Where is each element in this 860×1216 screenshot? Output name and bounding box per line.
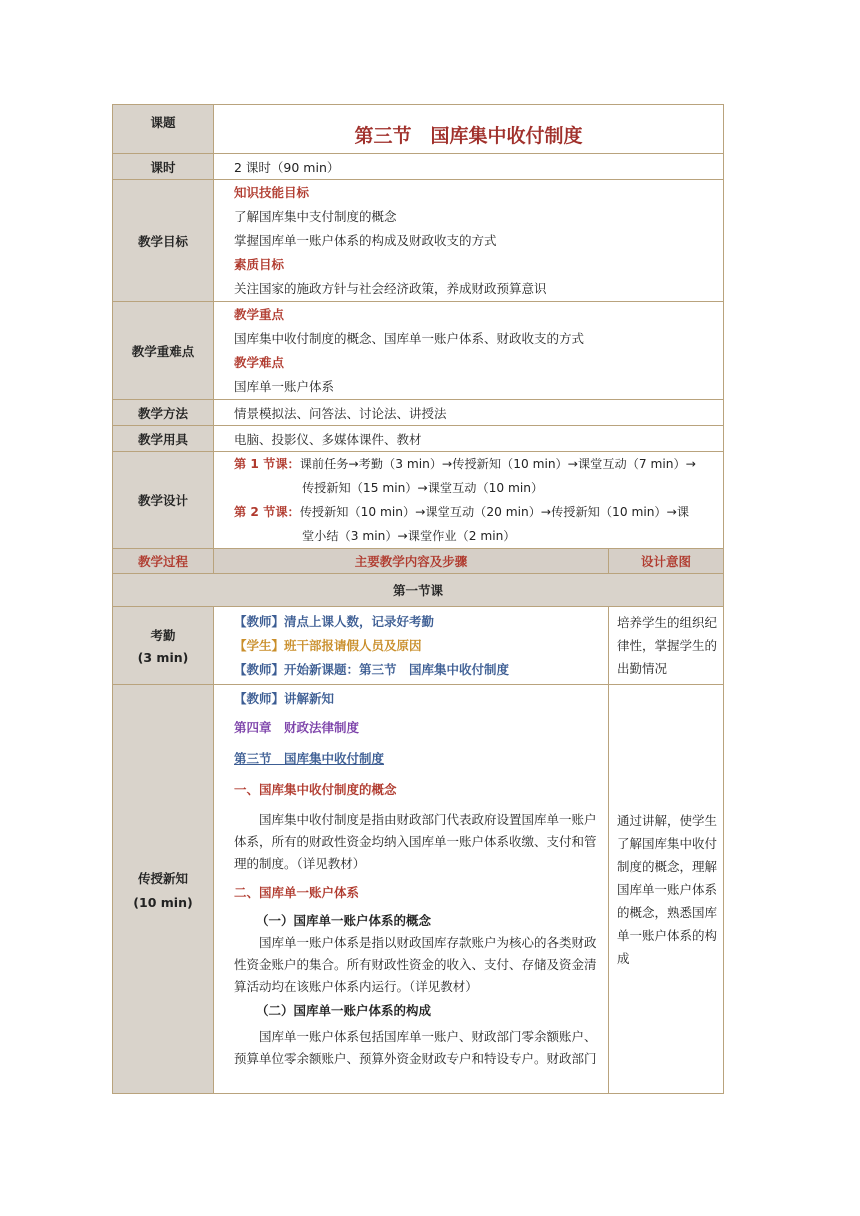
hours-label: 课时 xyxy=(113,154,214,180)
method-value: 情景模拟法、问答法、讨论法、讲授法 xyxy=(214,400,724,426)
design-session2-label: 第 2 节课： xyxy=(234,505,300,519)
process-col-header: 教学过程 xyxy=(113,549,214,574)
design-session1-text-cont: 传授新知（15 min）→课堂互动（10 min） xyxy=(302,481,544,495)
goals-item: 了解国库集中支付制度的概念 xyxy=(234,208,397,224)
student-step: 【学生】班干部报请假人员及原因 xyxy=(234,637,422,653)
lesson-title: 第三节 国库集中收付制度 xyxy=(214,105,724,154)
goals-item: 关注国家的施政方针与社会经济政策，养成财政预算意识 xyxy=(234,280,547,296)
tools-value: 电脑、投影仪、多媒体课件、教材 xyxy=(214,426,724,452)
hours-value: 2 课时（90 min） xyxy=(214,154,724,180)
attendance-intent: 培养学生的组织纪律性，掌握学生的出勤情况 xyxy=(609,607,724,685)
teach-label-text: 传授新知 xyxy=(137,870,188,886)
design-cell xyxy=(214,452,724,549)
heading-concept: 一、国库集中收付制度的概念 xyxy=(234,782,397,797)
goals-label: 教学目标 xyxy=(113,180,214,302)
goals-cell xyxy=(214,180,724,302)
key-heading-focus: 教学重点 xyxy=(234,306,285,322)
design-session1-text: 课前任务→考勤（3 min）→传授新知（10 min）→课堂互动（7 min）→ xyxy=(299,457,696,471)
subheading-concept: （一）国库单一账户体系的概念 xyxy=(256,913,432,928)
goals-heading-quality: 素质目标 xyxy=(234,256,285,272)
teach-content xyxy=(214,685,609,1094)
method-label: 教学方法 xyxy=(113,400,214,426)
paragraph-account-concept: 国库单一账户体系是指以财政国库存款账户为核心的各类财政性资金账户的集合。所有财政性资金的收入、支付、存储及资金清算活动均在该账户体系内运行。（详见教材） xyxy=(234,935,597,994)
section-heading: 第三节 国库集中收付制度 xyxy=(234,751,385,766)
content-col-header: 主要教学内容及步骤 xyxy=(214,549,609,574)
goals-item: 掌握国库单一账户体系的构成及财政收支的方式 xyxy=(234,232,497,248)
design-session1-label: 第 1 节课： xyxy=(234,457,300,471)
design-session2-text: 传授新知（10 min）→课堂互动（20 min）→传授新知（10 min）→课 xyxy=(299,505,690,519)
design-session2-text-cont: 堂小结（3 min）→课堂作业（2 min） xyxy=(302,529,516,543)
section-first-class: 第一节课 xyxy=(113,574,724,607)
key-item: 国库集中收付制度的概念、国库单一账户体系、财政收支的方式 xyxy=(234,330,585,346)
attendance-time: (3 min) xyxy=(137,650,189,665)
teacher-step: 【教师】清点上课人数，记录好考勤 xyxy=(234,613,435,629)
paragraph-concept: 国库集中收付制度是指由财政部门代表政府设置国库单一账户体系，所有的财政性资金均纳入国库单一账户体系收缴、支付和管理的制度。（详见教材） xyxy=(234,812,597,871)
teacher-step: 【教师】开始新课题：第三节 国库集中收付制度 xyxy=(234,661,510,677)
design-label: 教学设计 xyxy=(113,452,214,549)
intent-col-header: 设计意图 xyxy=(609,549,724,574)
tools-label: 教学用具 xyxy=(113,426,214,452)
lesson-plan-table xyxy=(112,104,724,1094)
topic-label: 课题 xyxy=(113,105,214,154)
goals-heading-knowledge: 知识技能目标 xyxy=(234,184,310,200)
key-label: 教学重难点 xyxy=(113,302,214,400)
key-item: 国库单一账户体系 xyxy=(234,378,335,394)
attendance-label xyxy=(113,607,214,685)
teach-time: (10 min) xyxy=(133,894,193,910)
subheading-composition: （二）国库单一账户体系的构成 xyxy=(256,1003,432,1018)
teacher-step: 【教师】讲解新知 xyxy=(234,691,335,706)
teach-intent: 通过讲解，使学生了解国库集中收付制度的概念，理解国库单一账户体系的概念，熟悉国库单一账户体系的构成 xyxy=(609,685,724,1094)
chapter-heading: 第四章 财政法律制度 xyxy=(234,720,360,735)
attendance-label-text: 考勤 xyxy=(150,628,176,643)
key-cell xyxy=(214,302,724,400)
heading-account-system: 二、国库单一账户体系 xyxy=(234,885,360,900)
key-heading-difficulty: 教学难点 xyxy=(234,354,285,370)
paragraph-composition: 国库单一账户体系包括国库单一账户、财政部门零余额账户、预算单位零余额账户、预算外资金财政专户和特设专户。财政部门 xyxy=(234,1029,597,1066)
teach-label xyxy=(113,685,214,1094)
attendance-content xyxy=(214,607,609,685)
